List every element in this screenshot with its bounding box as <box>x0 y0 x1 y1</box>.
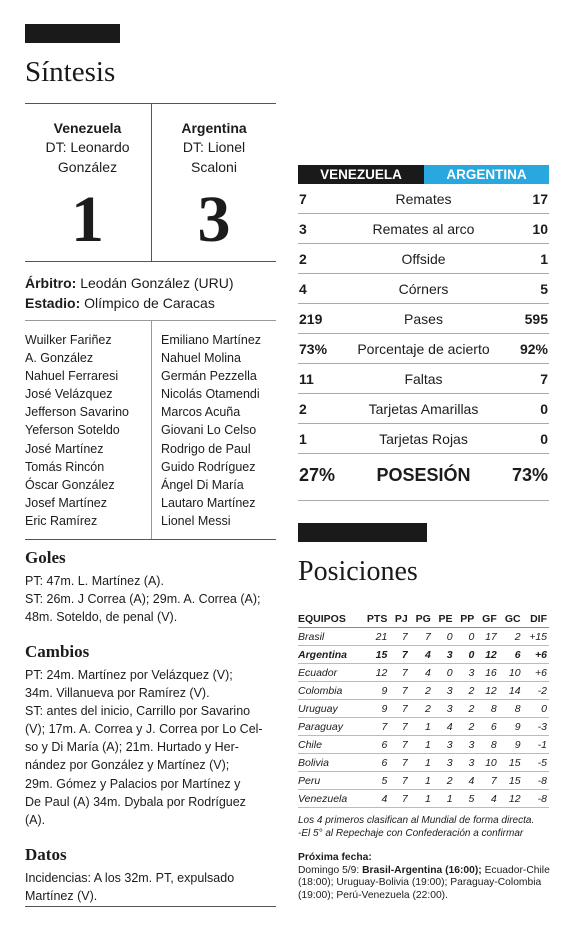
stat-away-value: 92% <box>519 341 548 357</box>
stat-cell: 9 <box>360 682 389 700</box>
stat-cell: 3 <box>455 754 477 772</box>
column-header: PP <box>455 610 477 628</box>
away-coach-line1: DT: Lionel <box>182 139 246 155</box>
stat-label: Faltas <box>404 371 443 387</box>
possession-away: 73% <box>511 465 548 485</box>
stat-away-value: 7 <box>540 371 548 387</box>
stat-cell: 7 <box>389 646 409 664</box>
stat-cell: 2 <box>455 682 477 700</box>
player-name: Marcos Acuña <box>161 405 241 420</box>
stat-cell: 7 <box>389 754 409 772</box>
stat-label: Tarjetas Amarillas <box>368 401 479 417</box>
stat-cell: 4 <box>410 664 433 682</box>
stat-home-value: 73% <box>299 341 328 357</box>
stat-cell: +6 <box>523 646 549 664</box>
stat-home-value: 2 <box>299 401 307 417</box>
away-coach-line2: Scaloni <box>191 159 237 175</box>
text-line: 34m. Villanueva por Ramírez (V). <box>25 686 210 701</box>
next-round <box>298 852 550 902</box>
stat-label: Tarjetas Rojas <box>379 431 468 447</box>
stat-cell: 7 <box>389 700 409 718</box>
stat-cell: +6 <box>523 664 549 682</box>
player-name: Ángel Di María <box>161 477 244 492</box>
column-header: PG <box>410 610 433 628</box>
away-team-block <box>152 120 276 256</box>
stat-home-value: 11 <box>299 371 314 387</box>
stat-cell: 3 <box>455 736 477 754</box>
stats-home-label: VENEZUELA <box>298 165 424 184</box>
stat-cell: 12 <box>476 682 498 700</box>
player-name: Yeferson Soteldo <box>25 423 120 438</box>
home-coach-line1: DT: Leonardo <box>45 139 130 155</box>
referee-line <box>25 275 234 291</box>
table-row <box>298 628 549 646</box>
stat-home-value: 7 <box>299 191 307 207</box>
stat-cell: 0 <box>455 628 477 646</box>
stat-cell: 7 <box>389 718 409 736</box>
section-marker-bar <box>298 523 427 542</box>
stat-cell: 6 <box>360 736 389 754</box>
stat-cell: 6 <box>499 646 523 664</box>
text-line: 48m. Soteldo, de penal (V). <box>25 610 178 625</box>
stat-cell: -2 <box>523 682 549 700</box>
stat-cell: 4 <box>455 772 477 790</box>
stat-cell: 6 <box>476 718 498 736</box>
column-header: EQUIPOS <box>298 610 360 628</box>
stat-cell: 0 <box>433 628 455 646</box>
player-name: Guido Rodríguez <box>161 459 256 474</box>
stat-cell: 4 <box>360 790 389 808</box>
stat-cell: 2 <box>455 700 477 718</box>
stat-cell: 1 <box>410 772 433 790</box>
player-name: Lionel Messi <box>161 513 231 528</box>
stat-cell: -8 <box>523 790 549 808</box>
stat-row <box>298 214 549 244</box>
stat-cell: 1 <box>410 790 433 808</box>
stat-cell: 15 <box>499 754 523 772</box>
text-line: 29m. Gómez y Palacios por Martínez y <box>25 776 241 791</box>
stats-header <box>298 165 549 184</box>
stat-row <box>298 304 549 334</box>
team-cell: Brasil <box>298 628 360 646</box>
stat-cell: 2 <box>410 682 433 700</box>
stat-row <box>298 244 549 274</box>
stat-cell: 3 <box>433 682 455 700</box>
player-name: Nahuel Ferraresi <box>25 369 119 384</box>
stat-label: Pases <box>404 311 443 327</box>
away-team-name: Argentina <box>181 120 247 136</box>
player-name: Germán Pezzella <box>161 369 257 384</box>
player-name: José Martínez <box>25 441 104 456</box>
player-name: José Velázquez <box>25 387 113 402</box>
text-line: (A). <box>25 812 46 827</box>
team-cell: Peru <box>298 772 360 790</box>
stadium-label: Estadio: <box>25 295 81 311</box>
stat-cell: 0 <box>523 700 549 718</box>
column-header: PTS <box>360 610 389 628</box>
team-cell: Uruguay <box>298 700 360 718</box>
stat-cell: 4 <box>410 646 433 664</box>
stat-away-value: 10 <box>532 221 548 237</box>
referee-value: Leodán González (URU) <box>76 275 234 291</box>
stat-cell: 2 <box>410 700 433 718</box>
stat-cell: 1 <box>410 754 433 772</box>
stat-cell: 17 <box>476 628 498 646</box>
player-name: Nicolás Otamendi <box>161 387 260 402</box>
team-cell: Ecuador <box>298 664 360 682</box>
table-row <box>298 718 549 736</box>
stat-cell: -3 <box>523 718 549 736</box>
stat-away-value: 0 <box>540 401 548 417</box>
stat-cell: 1 <box>410 718 433 736</box>
sintesis-title: Síntesis <box>25 56 116 88</box>
stat-cell: 3 <box>433 736 455 754</box>
home-lineup <box>25 331 150 530</box>
stat-cell: 1 <box>433 790 455 808</box>
away-lineup <box>161 331 276 530</box>
stat-home-value: 3 <box>299 221 307 237</box>
stat-row <box>298 364 549 394</box>
standings-note-1: Los 4 primeros clasifican al Mundial de forma directa. <box>298 815 535 826</box>
referee-label: Árbitro: <box>25 275 77 291</box>
possession-row <box>298 459 549 501</box>
datos-title: Datos <box>25 845 67 864</box>
home-coach-line2: González <box>57 159 118 175</box>
stat-cell: 7 <box>410 628 433 646</box>
stat-home-value: 1 <box>299 431 307 447</box>
stat-row <box>298 394 549 424</box>
text-line: PT: 47m. L. Martínez (A). <box>25 574 164 588</box>
team-cell: Chile <box>298 736 360 754</box>
column-header: PE <box>433 610 455 628</box>
stat-cell: 2 <box>433 772 455 790</box>
stat-row <box>298 334 549 364</box>
stat-cell: -1 <box>523 736 549 754</box>
stat-cell: 7 <box>476 772 498 790</box>
stat-cell: -8 <box>523 772 549 790</box>
datos-text <box>25 869 280 905</box>
next-round-other-matches: Ecuador-Chile (18:00); Uruguay-Bolivia (19:00); Paraguay-Colombia (19:00); Perú-Venezuela (22:00). <box>298 864 550 901</box>
stat-cell: 0 <box>455 646 477 664</box>
stat-cell: 10 <box>476 754 498 772</box>
player-name: Wuilker Fariñez <box>25 333 112 347</box>
divider <box>25 906 276 907</box>
player-name: Tomás Rincón <box>25 459 105 474</box>
text-line: nández por González y Martínez (V); <box>25 758 230 773</box>
column-header: GC <box>499 610 523 628</box>
stat-away-value: 0 <box>540 431 548 447</box>
stat-cell: 16 <box>476 664 498 682</box>
possession-label: POSESIÓN <box>376 465 471 485</box>
next-round-text <box>298 865 550 903</box>
stat-away-value: 595 <box>524 311 548 327</box>
stat-cell: 4 <box>476 790 498 808</box>
home-team-name: Venezuela <box>53 120 122 136</box>
stat-row <box>298 184 549 214</box>
player-name: Josef Martínez <box>25 495 107 510</box>
cambios-title: Cambios <box>25 642 90 661</box>
stat-cell: -5 <box>523 754 549 772</box>
team-cell: Colombia <box>298 682 360 700</box>
table-row <box>298 682 549 700</box>
stat-label: Córners <box>398 281 449 297</box>
table-row <box>298 736 549 754</box>
divider <box>298 453 549 454</box>
player-name: Giovani Lo Celso <box>161 423 257 438</box>
away-score: 3 <box>197 183 231 256</box>
table-row <box>298 664 549 682</box>
text-line: PT: 24m. Martínez por Velázquez (V); <box>25 668 233 682</box>
divider <box>25 539 276 540</box>
stat-cell: 6 <box>360 754 389 772</box>
stat-cell: 3 <box>433 700 455 718</box>
stat-away-value: 17 <box>532 191 548 207</box>
posiciones-title: Posiciones <box>298 556 418 587</box>
table-row <box>298 754 549 772</box>
next-round-featured-match: Brasil-Argentina (16:00); <box>362 864 482 876</box>
standings-note-2: -El 5° al Repechaje con Confederación a confirmar <box>298 828 524 839</box>
standings-header-row <box>298 610 549 628</box>
stadium-line <box>25 295 215 311</box>
table-row <box>298 790 549 808</box>
stat-cell: 8 <box>499 700 523 718</box>
stat-cell: 7 <box>389 664 409 682</box>
stat-cell: 10 <box>499 664 523 682</box>
column-header: DIF <box>523 610 549 628</box>
stat-cell: 12 <box>499 790 523 808</box>
stat-cell: 3 <box>433 754 455 772</box>
divider <box>25 261 276 262</box>
home-team-block <box>25 120 150 256</box>
stat-cell: +15 <box>523 628 549 646</box>
stat-row <box>298 274 549 304</box>
stat-cell: 12 <box>476 646 498 664</box>
stat-cell: 9 <box>360 700 389 718</box>
stat-cell: 7 <box>389 790 409 808</box>
table-row <box>298 646 549 664</box>
text-line: ST: antes del inicio, Carrillo por Savarino <box>25 704 251 719</box>
stat-label: Offside <box>401 251 446 267</box>
lineup-vertical-divider <box>151 321 152 539</box>
text-line: (V); 17m. A. Correa y J. Correa por Lo Cel- <box>25 722 263 737</box>
stats-away-label: ARGENTINA <box>424 165 549 184</box>
divider <box>298 500 549 501</box>
stat-label: Porcentaje de acierto <box>357 341 490 357</box>
stat-cell: 7 <box>389 682 409 700</box>
standings-table <box>298 610 549 808</box>
home-score: 1 <box>71 183 104 256</box>
stat-cell: 3 <box>433 646 455 664</box>
stat-row <box>298 424 549 454</box>
stat-cell: 5 <box>360 772 389 790</box>
column-header: PJ <box>389 610 409 628</box>
possession-home: 27% <box>299 465 336 485</box>
stat-label: Remates <box>395 191 452 207</box>
stat-cell: 7 <box>389 772 409 790</box>
stat-cell: 12 <box>360 664 389 682</box>
player-name: Óscar González <box>25 477 115 492</box>
table-row <box>298 700 549 718</box>
team-cell: Paraguay <box>298 718 360 736</box>
stat-cell: 21 <box>360 628 389 646</box>
stat-home-value: 4 <box>299 281 307 297</box>
stat-cell: 9 <box>499 736 523 754</box>
stat-home-value: 2 <box>299 251 307 267</box>
table-row <box>298 772 549 790</box>
text-line: ST: 26m. J Correa (A); 29m. A. Correa (A); <box>25 592 261 607</box>
stat-cell: 7 <box>389 628 409 646</box>
stat-cell: 15 <box>360 646 389 664</box>
player-name: Nahuel Molina <box>161 351 241 366</box>
stat-cell: 1 <box>410 736 433 754</box>
stat-cell: 7 <box>360 718 389 736</box>
next-round-title: Próxima fecha: <box>298 852 372 863</box>
player-name: A. González <box>25 351 94 366</box>
stat-cell: 5 <box>455 790 477 808</box>
text-line: Incidencias: A los 32m. PT, expulsado <box>25 871 235 885</box>
cambios-text <box>25 666 280 829</box>
stat-cell: 2 <box>455 718 477 736</box>
stat-cell: 7 <box>389 736 409 754</box>
stat-away-value: 1 <box>540 251 548 267</box>
next-round-date: Domingo 5/9: <box>298 864 363 876</box>
stat-cell: 2 <box>499 628 523 646</box>
player-name: Jefferson Savarino <box>25 405 129 420</box>
player-name: Eric Ramírez <box>25 513 98 528</box>
column-header: GF <box>476 610 498 628</box>
player-name: Emiliano Martínez <box>161 333 262 347</box>
stadium-value: Olímpico de Caracas <box>80 295 215 311</box>
goles-title: Goles <box>25 548 66 567</box>
text-line: Martínez (V). <box>25 889 98 904</box>
stat-cell: 8 <box>476 700 498 718</box>
text-line: so y Di María (A); 21m. Hurtado y Her- <box>25 740 239 755</box>
player-name: Lautaro Martínez <box>161 495 256 510</box>
stat-cell: 14 <box>499 682 523 700</box>
section-marker-bar <box>25 24 120 43</box>
stat-cell: 4 <box>433 718 455 736</box>
stat-cell: 0 <box>433 664 455 682</box>
stat-cell: 8 <box>476 736 498 754</box>
team-cell: Argentina <box>298 646 360 664</box>
stat-cell: 15 <box>499 772 523 790</box>
goles-text <box>25 572 280 626</box>
team-cell: Bolivia <box>298 754 360 772</box>
team-cell: Venezuela <box>298 790 360 808</box>
player-name: Rodrigo de Paul <box>161 441 251 456</box>
stat-label: Remates al arco <box>372 221 475 237</box>
stat-cell: 3 <box>455 664 477 682</box>
stat-away-value: 5 <box>540 281 548 297</box>
stat-home-value: 219 <box>299 311 323 327</box>
stat-cell: 9 <box>499 718 523 736</box>
text-line: De Paul (A) 34m. Dybala por Rodríguez <box>25 794 246 809</box>
